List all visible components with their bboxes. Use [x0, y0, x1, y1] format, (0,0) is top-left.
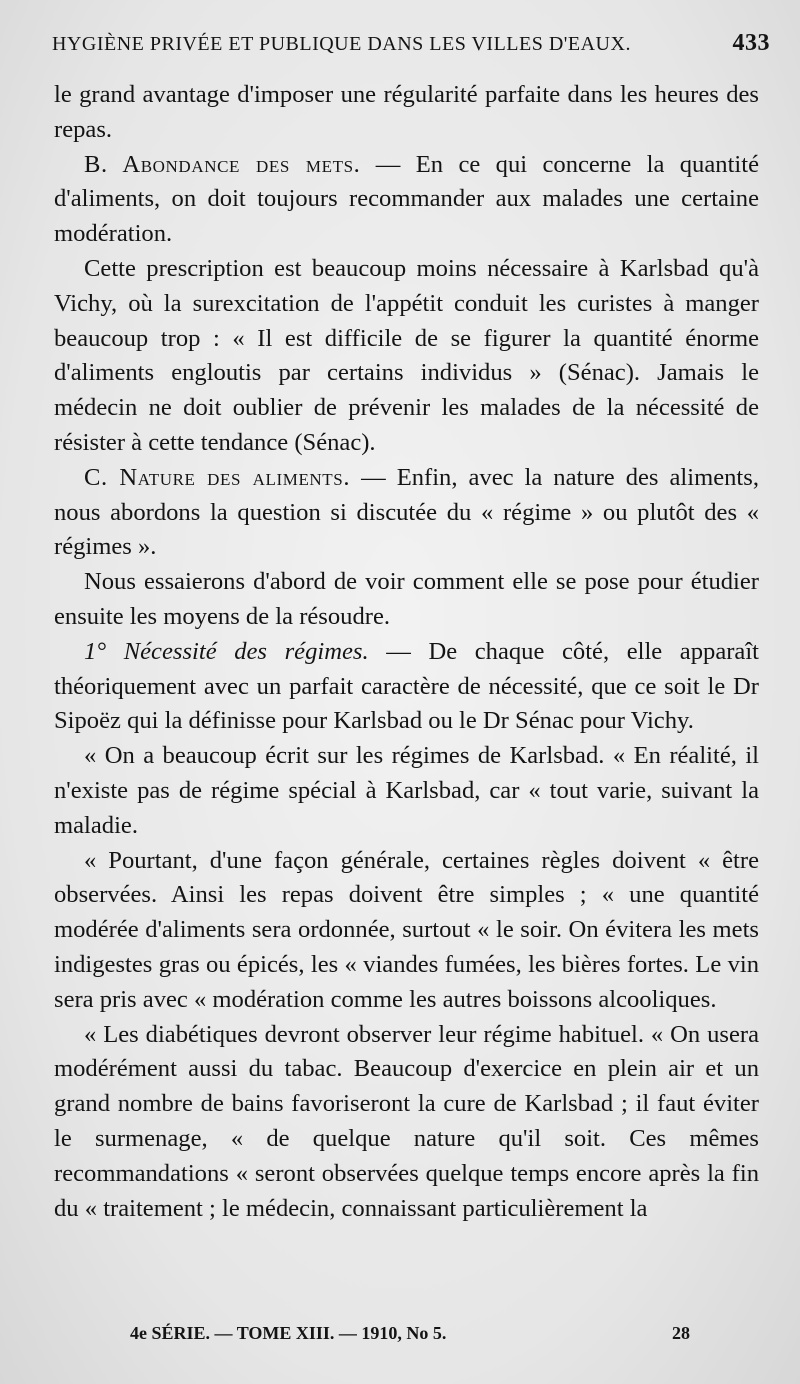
paragraph-1: le grand avantage d'imposer une régularité parfaite dans les heures des repas.	[54, 81, 759, 143]
paragraph-4: C. Nature des aliments. — Enfin, avec la nature des aliments, nous abordons la question si discutée du « régime » ou plutôt des « régimes ».	[54, 463, 759, 561]
page-number: 433	[732, 30, 770, 56]
paragraph-9: « Les diabétiques devront observer leur régime habituel. « On usera modérément aussi du tabac. Beaucoup d'exercice en plein air et un grand nombre de bains favoriseront la cure de Karlsbad ; il faut éviter le surmenage, « de quelque nature qu'il soit. Ces mêmes recommandations « seront observées quelque temps encore après la fin du « traitement ; le médecin, connaissant particulièrement la	[54, 1020, 759, 1222]
section-heading-b: B. Abondance des mets.	[84, 150, 361, 178]
signature-mark: 28	[672, 1323, 690, 1343]
paragraph-7: « On a beaucoup écrit sur les régimes de Karlsbad. « En réalité, il n'existe pas de régime spécial à Karlsbad, car « tout varie, suivant la maladie.	[54, 742, 759, 839]
section-heading-c: C. Nature des aliments.	[84, 463, 351, 491]
footer	[130, 1323, 690, 1344]
series-info: 4e SÉRIE. — TOME XIII. — 1910, No 5.	[130, 1323, 447, 1343]
body-text	[54, 78, 759, 1226]
running-title: HYGIÈNE PRIVÉE ET PUBLIQUE DANS LES VILLES D'EAUX.	[52, 33, 631, 55]
paragraph-2: B. Abondance des mets. — En ce qui concerne la quantité d'aliments, on doit toujours recommander aux malades une certaine modération.	[54, 150, 759, 248]
paragraph-5: Nous essaierons d'abord de voir comment elle se pose pour étudier ensuite les moyens de la résoudre.	[54, 568, 759, 630]
running-header	[52, 30, 770, 70]
paragraph-3: Cette prescription est beaucoup moins nécessaire à Karlsbad qu'à Vichy, où la surexcitation de l'appétit conduit les curistes à manger beaucoup trop : « Il est difficile de se figurer la quantité énorme d'aliments engloutis par certains individus » (Sénac). Jamais le médecin ne doit oublier de prévenir les malades de la nécessité de résister à cette tendance (Sénac).	[54, 254, 759, 456]
paragraph-6: 1° Nécessité des régimes. — De chaque côté, elle apparaît théoriquement avec un parfait caractère de nécessité, que ce soit le Dr Sipoëz qui la définisse pour Karlsbad ou le Dr Sénac pour Vichy.	[54, 637, 760, 735]
subsection-heading: 1° Nécessité des régimes.	[84, 637, 369, 665]
paragraph-8: « Pourtant, d'une façon générale, certaines règles doivent « être observées. Ainsi les repas doivent être simples ; « une quantité modérée d'aliments sera ordonnée, surtout « le soir. On évitera les mets indigestes gras ou épicés, les « viandes fumées, les bières fortes. Le vin sera pris avec « modération comme les autres boissons alcooliques.	[54, 846, 759, 1013]
